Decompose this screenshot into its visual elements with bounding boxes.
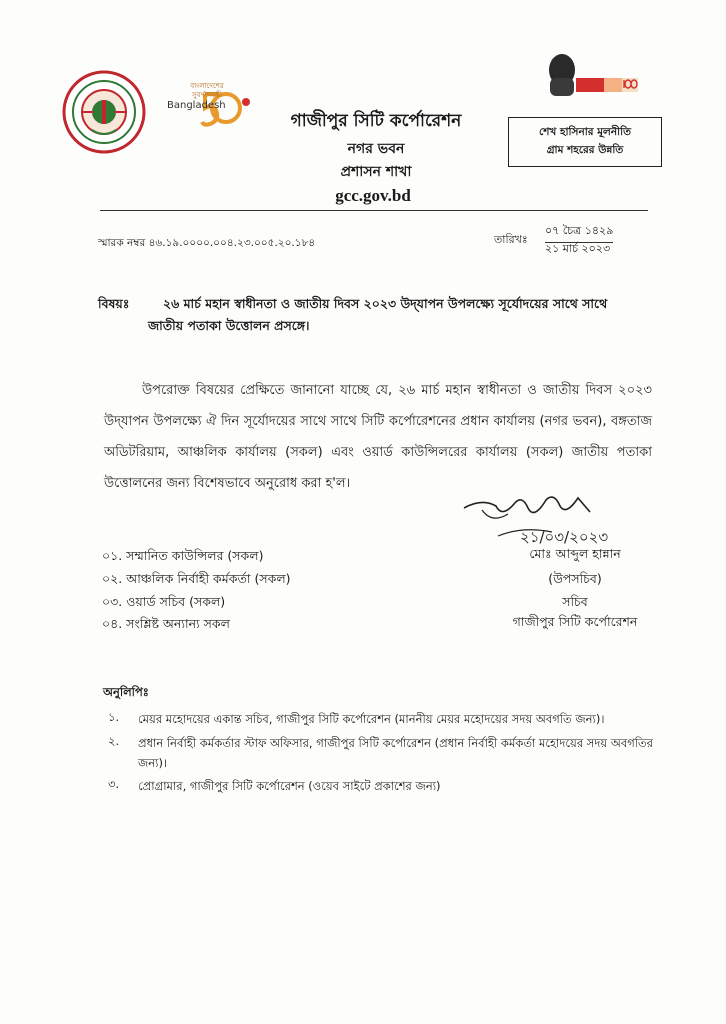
signatory-name: মোঃ আব্দুল হান্নান	[529, 546, 621, 561]
copy-item-number: ৩.	[108, 777, 120, 791]
signatory-role: সচিব	[562, 594, 588, 609]
organization-name: গাজীপুর সিটি কর্পোরেশন	[290, 111, 462, 131]
copy-item-number: ১.	[108, 710, 120, 724]
signatory-organization: গাজীপুর সিটি কর্পোরেশন	[512, 614, 638, 629]
motto-line-1: শেখ হাসিনার মূলনীতি	[538, 126, 632, 138]
bd50-wordmark: Bangladesh	[167, 100, 226, 111]
date-bangla: ০৭ চৈত্র ১৪২৯	[545, 222, 613, 243]
copy-item-text: মেয়র মহোদয়ের একান্ত সচিব, গাজীপুর সিটি কর্পোরেশন (মাননীয় মেয়র মহোদয়ের সদয় অবগতি জন্য)।	[138, 712, 605, 726]
bd50-caption-top: বাংলাদেশের	[190, 82, 224, 90]
copy-item	[108, 709, 605, 728]
branch-name: প্রশাসন শাখা	[340, 164, 412, 180]
copy-item	[108, 776, 441, 795]
handwritten-signature	[462, 490, 642, 550]
distribution-item: ০৩. ওয়ার্ড সচিব (সকল)	[102, 594, 226, 609]
memo-label: স্মারক নম্বর	[98, 237, 146, 249]
copy-title: অনুলিপিঃ	[103, 685, 149, 699]
copy-item-number: ২.	[108, 734, 120, 748]
copy-item-text: প্রধান নির্বাহী কর্মকর্তার স্টাফ অফিসার, গাজীপুর সিটি কর্পোরেশন (প্রধান নির্বাহী কর্মকর্তা মহোদয়ের সদয় অবগতির জন্য)।	[138, 736, 654, 770]
body-paragraph: উপরোক্ত বিষয়ের প্রেক্ষিতে জানানো যাচ্ছে যে, ২৬ মার্চ মহান স্বাধীনতা ও জাতীয় দিবস ২০২৩ উদ্‌যাপন উপলক্ষ্যে ঐ দিন সূর্যোদয়ের সাথে সাথে সিটি কর্পোরেশনের প্রধান কার্যালয় (নগর ভবন), বঙ্গতাজ অডিটরিয়াম, আঞ্চলিক কার্যালয় (সকল) এবং ওয়ার্ড কাউন্সিলরের কার্যালয় (সকল) জাতীয় পতাকা উত্তোলনের জন্য বিশেষভাবে অনুরোধ করা হ'ল।	[104, 383, 652, 491]
subject-line-2: জাতীয় পতাকা উত্তোলন প্রসঙ্গে।	[148, 318, 310, 333]
motto-box	[508, 117, 662, 167]
subject-line-1: ২৬ মার্চ মহান স্বাধীনতা ও জাতীয় দিবস ২০২৩ উদ্‌যাপন উপলক্ষ্যে সূর্যোদয়ের সাথে সাথে	[163, 296, 608, 311]
signatory-designation: (উপসচিব)	[548, 571, 602, 586]
memo-number	[98, 236, 315, 253]
gcc-logo	[62, 70, 146, 154]
bd50-caption	[172, 82, 242, 100]
motto-line-2: গ্রাম শহরের উন্নতি	[546, 144, 624, 156]
bd50-caption-bottom: সুবর্ণজয়ন্তী	[192, 91, 222, 99]
mujib-100-logo	[536, 48, 646, 108]
header-divider	[100, 210, 648, 211]
date-label: তারিখঃ	[494, 233, 528, 246]
memo-value: ৪৬.১৯.০০০০.০০৪.২৩.০০৫.২০.১৮৪	[148, 237, 316, 249]
distribution-item: ০৪. সংশ্লিষ্ট অন্যান্য সকল	[102, 616, 230, 631]
date-gregorian: ২১ মার্চ ২০২৩	[545, 242, 611, 255]
website-url[interactable]: gcc.gov.bd	[335, 186, 411, 205]
signature-date: ২১/০৩/২০২৩	[520, 528, 609, 546]
subject-prefix: বিষয়ঃ	[98, 296, 130, 311]
distribution-item: ০১. সম্মানিত কাউন্সিলর (সকল)	[102, 548, 264, 563]
copy-item-text: প্রোগ্রামার, গাজীপুর সিটি কর্পোরেশন (ওয়েব সাইটে প্রকাশের জন্য)	[138, 779, 441, 793]
copy-item	[108, 733, 654, 770]
office-name: নগর ভবন	[347, 141, 405, 157]
distribution-item: ০২. আঞ্চলিক নির্বাহী কর্মকর্তা (সকল)	[102, 571, 291, 586]
